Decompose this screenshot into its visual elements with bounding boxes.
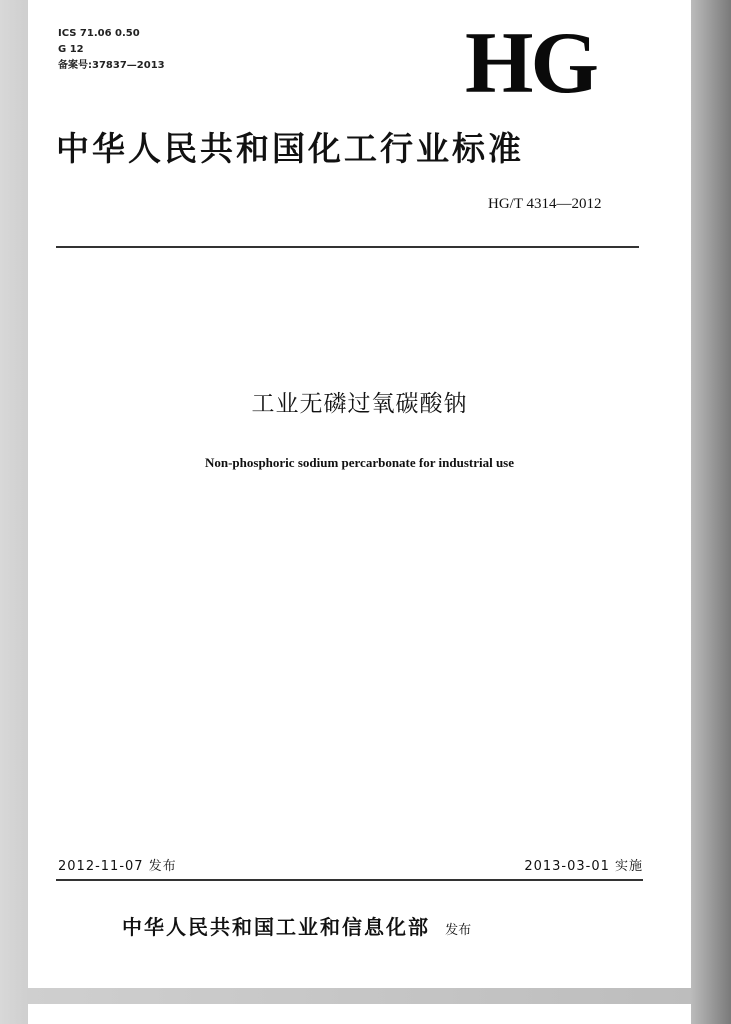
- hg-logo: HG: [465, 15, 596, 112]
- ccs-code: G 12: [58, 44, 84, 55]
- publisher-line: [122, 911, 471, 947]
- publisher-organization: 中华人民共和国工业和信息化部: [122, 915, 430, 939]
- classification-block: [58, 26, 165, 74]
- bottom-divider: [56, 879, 643, 881]
- document-page: [28, 0, 691, 988]
- document-title-english: Non-phosphoric sodium percarbonate for industrial use: [204, 455, 515, 470]
- publisher-action: 发布: [445, 923, 472, 938]
- filing-number: 备案号:37837—2013: [58, 60, 165, 71]
- effective-date: 2013-03-01 实施: [524, 859, 643, 874]
- issue-date: 2012-11-07 发布: [58, 859, 177, 874]
- top-divider: [56, 246, 639, 248]
- standard-number: HG/T 4314—2012: [488, 196, 602, 212]
- document-title-chinese: 工业无磷过氧碳酸钠: [251, 391, 468, 417]
- ics-code: ICS 71.06 0.50: [58, 28, 140, 39]
- standard-title: 中华人民共和国化工行业标准: [56, 129, 524, 168]
- next-page-edge: [28, 1004, 691, 1024]
